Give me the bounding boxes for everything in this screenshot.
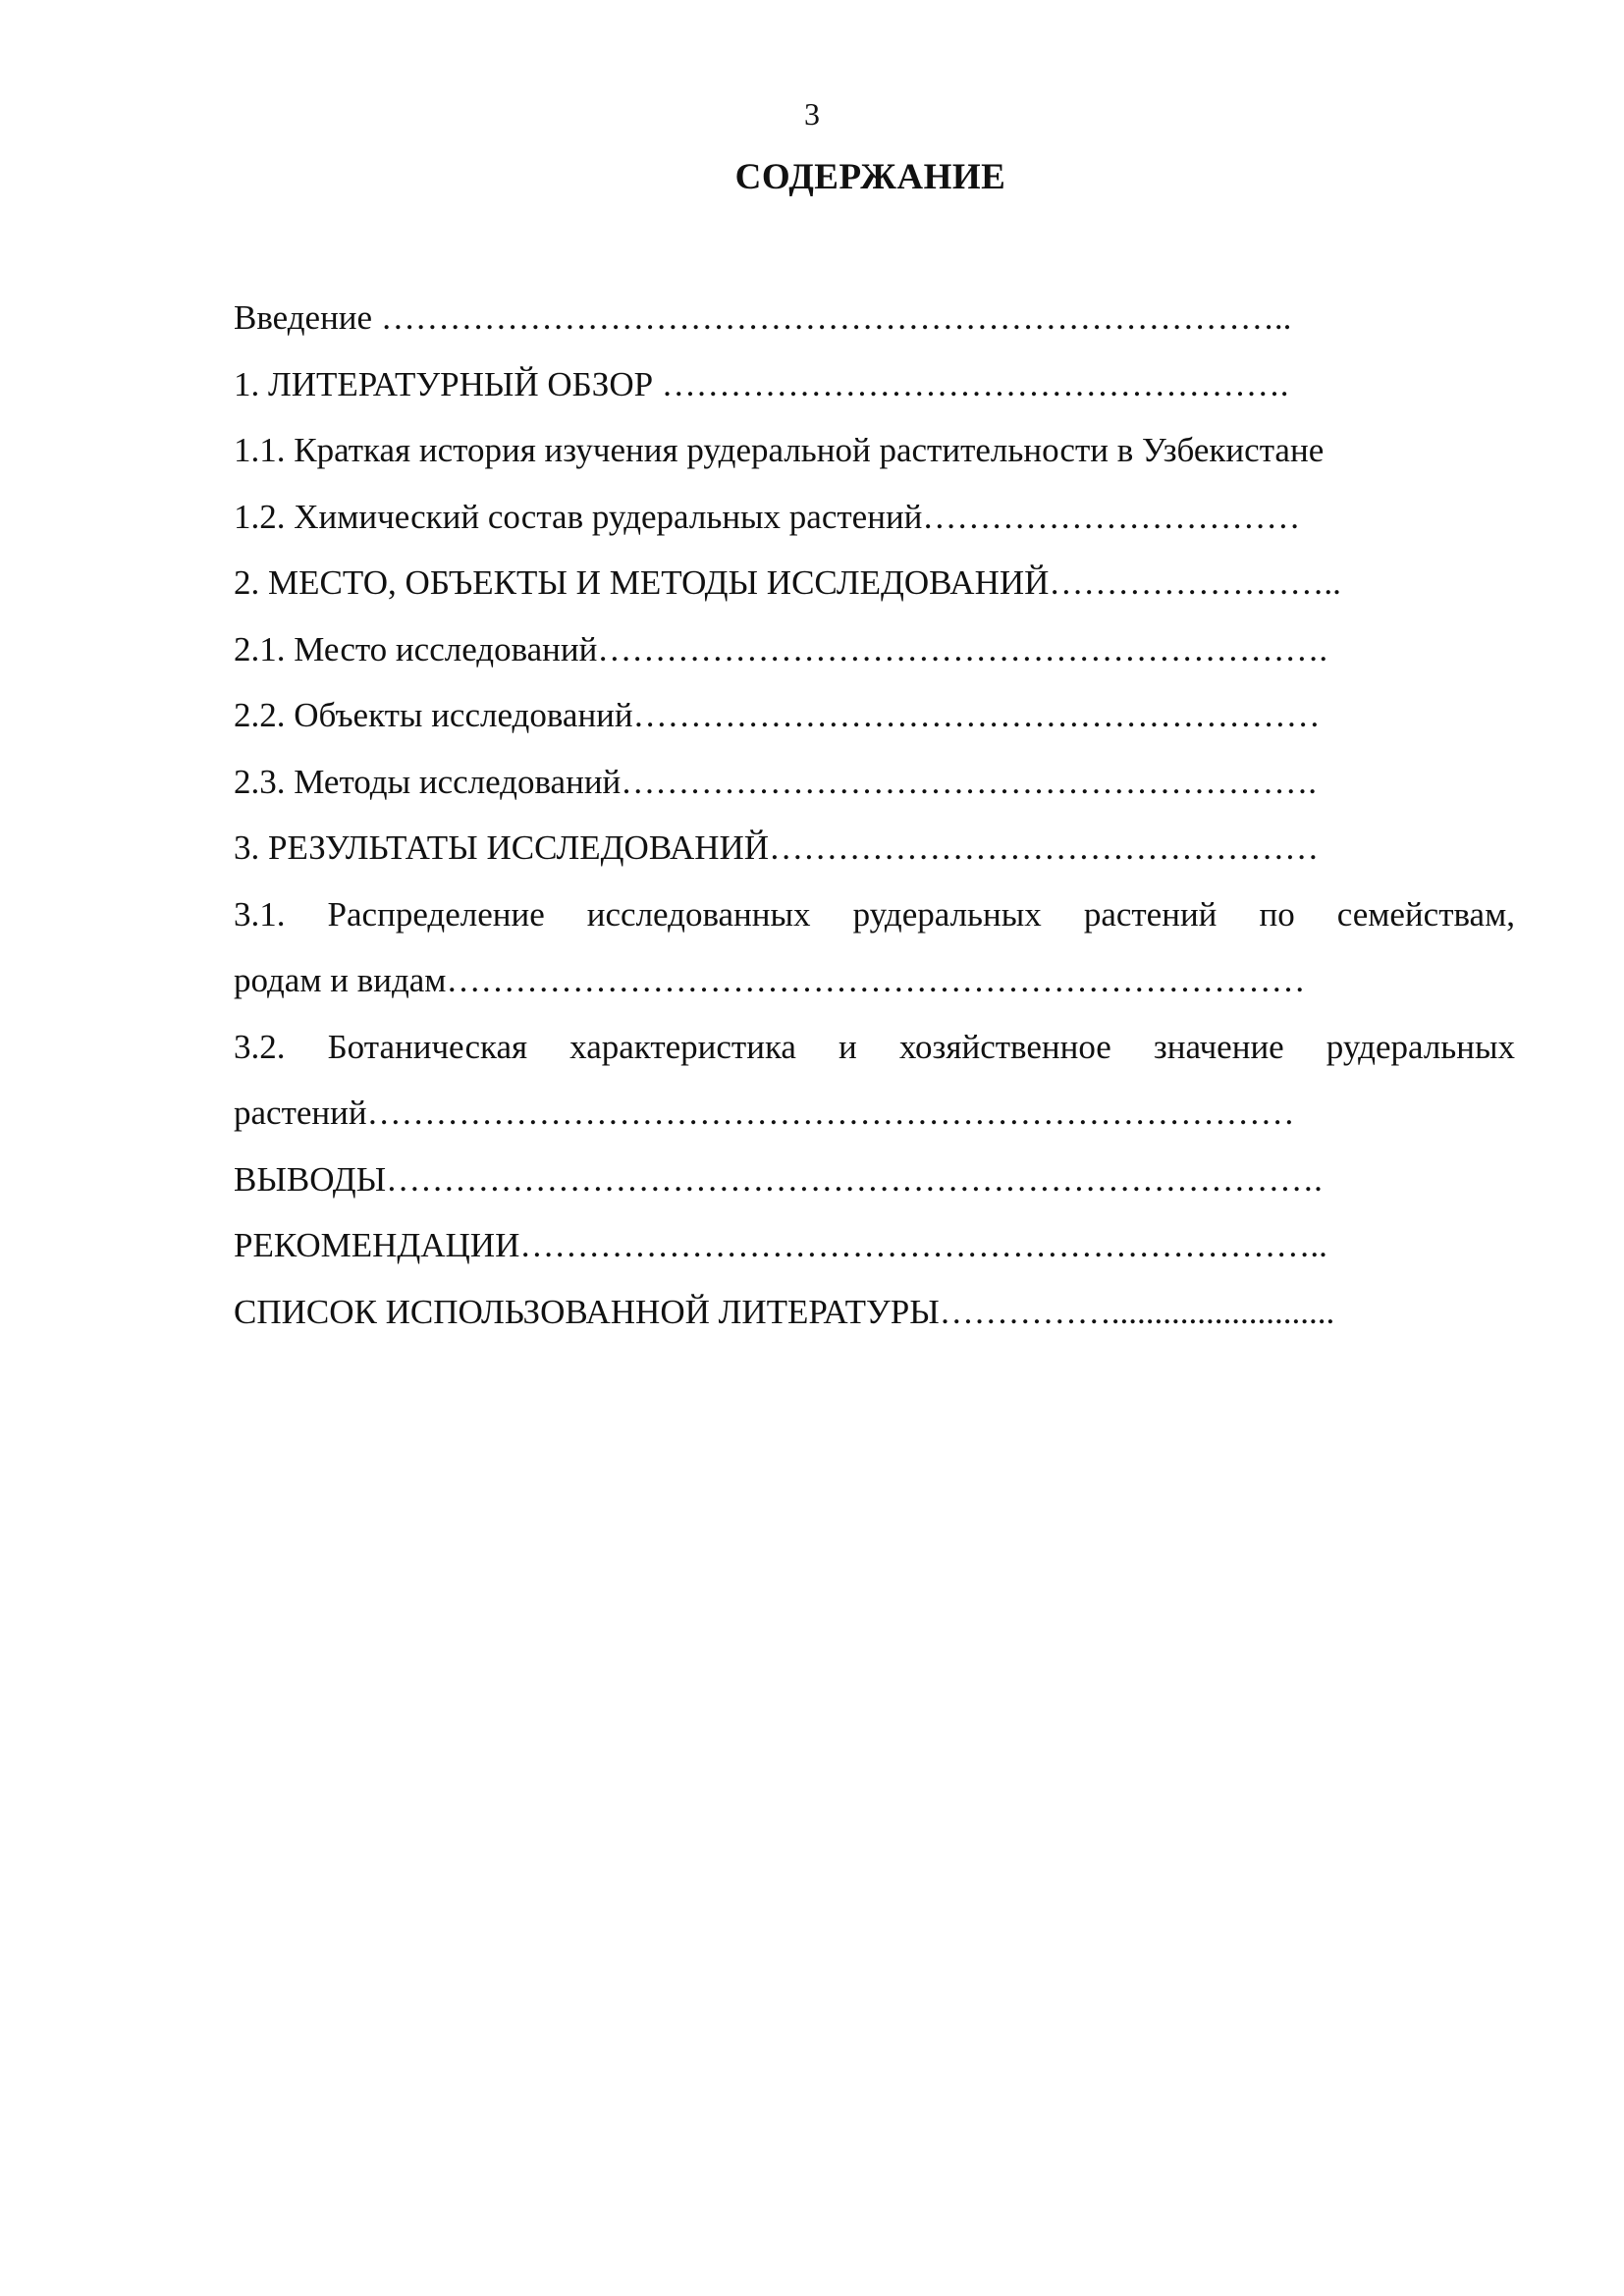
toc-entry-section-3-2: 3.2. Ботаническая характеристика и хозяйственное значение рудеральных [234,1027,1515,1066]
toc-entry-conclusions: ВЫВОДЫ………………………………………………………………………. [234,1159,1323,1199]
toc-entry-section-3-1-continued: родам и видам………………………………………………………………… [234,961,1306,999]
page-number: 3 [804,96,820,132]
toc-entry-section-1-2: 1.2. Химический состав рудеральных растений…………………………… [234,497,1301,536]
toc-entry-chapter-1: 1. ЛИТЕРАТУРНЫЙ ОБЗОР ………………………………………………. [234,364,1289,403]
page-title: СОДЕРЖАНИЕ [734,157,1006,197]
toc-entry-references: СПИСОК ИСПОЛЬЗОВАННОЙ ЛИТЕРАТУРЫ…………….......................... [234,1292,1335,1331]
toc-entry-section-3-2-continued: растений……………………………………………………………………… [234,1094,1295,1132]
toc-entry-chapter-2: 2. МЕСТО, ОБЪЕКТЫ И МЕТОДЫ ИССЛЕДОВАНИЙ…………………….. [234,563,1341,602]
toc-entry-section-2-1: 2.1. Место исследований………………………………………………………. [234,629,1328,668]
toc-entry-section-2-2: 2.2. Объекты исследований…………………………………………………… [234,696,1321,734]
toc-entry-recommendations: РЕКОМЕНДАЦИИ…………………………………………………………….. [234,1226,1327,1264]
toc-entry-chapter-3: 3. РЕЗУЛЬТАТЫ ИССЛЕДОВАНИЙ………………………………………… [234,828,1320,867]
table-of-contents [234,285,1515,1345]
toc-entry-section-1-1: 1.1. Краткая история изучения рудеральной растительности в Узбекистане [234,431,1325,469]
toc-entry-introduction: Введение …………………………………………………………………….. [234,298,1292,337]
toc-entry-section-2-3: 2.3. Методы исследований……………………………………………………. [234,762,1318,801]
toc-entry-section-3-1: 3.1. Распределение исследованных рудеральных растений по семействам, [234,894,1515,934]
